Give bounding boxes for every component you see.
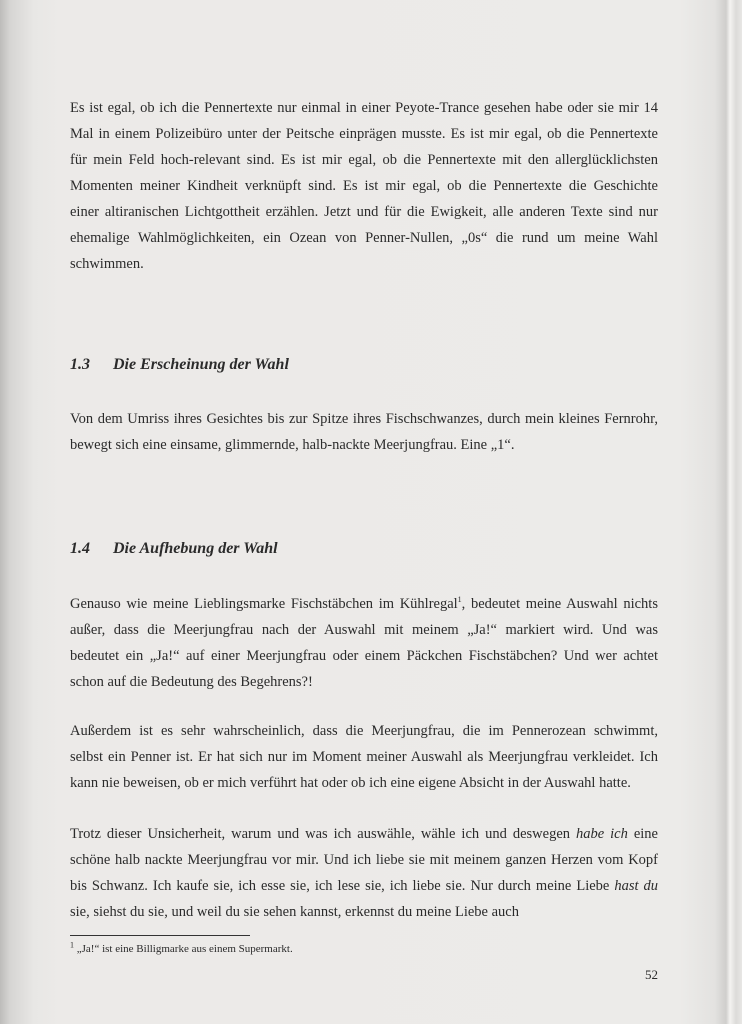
section-heading-1-4	[70, 540, 278, 558]
paragraph-3-line: schon auf die Bedeutung des Begehrens?!	[70, 674, 313, 690]
paragraph-3-line: bedeutet ein „Ja!“ auf einer Meerjungfrau oder einem Päckchen Fischstäbchen? Und wer achtet	[70, 648, 658, 664]
emphasis: habe ich	[576, 826, 628, 842]
paragraph-3	[70, 591, 658, 695]
page-number: 52	[645, 967, 658, 982]
section-number: 1.3	[70, 356, 90, 373]
paragraph-3-line: außer, dass die Meerjungfrau nach der Auswahl mit meinem „Ja!“ markiert wird. Und was	[70, 622, 658, 638]
paragraph-1-line: ehemalige Wahlmöglichkeiten, ein Ozean von Penner-Nullen, „0s“ die rund um meine Wahl	[70, 230, 658, 246]
section-heading-1-3	[70, 356, 289, 374]
paragraph-5-line	[70, 873, 658, 899]
text-run: Trotz dieser Unsicherheit, warum und was ich auswähle, wähle ich und deswegen	[70, 826, 576, 842]
text-run: eine	[627, 826, 658, 842]
footnote-marker: 1	[70, 940, 74, 950]
paragraph-5-line	[70, 821, 658, 847]
paragraph-2-line: Von dem Umriss ihres Gesichtes bis zur Spitze ihres Fischschwanzes, durch mein kleines Fernrohr,	[70, 411, 658, 427]
emphasis: hast du	[614, 878, 659, 894]
paragraph-4	[70, 718, 658, 796]
paragraph-2	[70, 406, 658, 458]
section-title: Die Aufhebung der Wahl	[113, 540, 278, 557]
paragraph-1-line: einer altiranischen Lichtgottheit erzählen. Jetzt und für die Ewigkeit, alle anderen Texte sind nur	[70, 204, 658, 220]
paragraph-3-line	[70, 591, 658, 617]
footnote-reference[interactable]: 1	[457, 595, 462, 605]
paragraph-2-line: bewegt sich eine einsame, glimmernde, halb-nackte Meerjungfrau. Eine „1“.	[70, 437, 515, 453]
text-run: bis Schwanz. Ich kaufe sie, ich esse sie, ich lese sie, ich liebe sie. Nur durch meine Liebe	[70, 878, 615, 894]
paragraph-5	[70, 821, 658, 925]
paragraph-1-line: Momenten meiner Kindheit verknüpft sind. Es ist mir egal, ob die Pennertexte die Geschichte	[70, 178, 658, 194]
paragraph-5-line: sie, siehst du sie, und weil du sie sehen kannst, erkennst du meine Liebe auch	[70, 904, 519, 920]
paragraph-4-line: selbst ein Penner ist. Er hat sich nur im Moment meiner Auswahl als Meerjungfrau verkleidet. Ich	[70, 749, 658, 765]
footnote-text: „Ja!“ ist eine Billigmarke aus einem Supermarkt.	[74, 943, 293, 955]
paragraph-1-line: Es ist egal, ob ich die Pennertexte nur einmal in einer Peyote-Trance gesehen habe oder sie mir 14	[70, 100, 658, 116]
paragraph-4-line: kann nie beweisen, ob er mich verführt hat oder ob ich eine eigene Absicht in der Auswahl hatte.	[70, 775, 631, 791]
section-number: 1.4	[70, 540, 90, 557]
paragraph-1-line: für mein Feld hoch-relevant sind. Es ist mir egal, ob die Pennertexte mit den allerglücklichsten	[70, 152, 658, 168]
paragraph-1-line: schwimmen.	[70, 256, 144, 272]
section-title: Die Erscheinung der Wahl	[113, 356, 289, 373]
paragraph-1	[70, 95, 658, 277]
text-run: Genauso wie meine Lieblingsmarke Fischstäbchen im Kühlregal	[70, 596, 458, 612]
footnote-divider	[70, 935, 250, 936]
paragraph-4-line: Außerdem ist es sehr wahrscheinlich, dass die Meerjungfrau, die im Pennerozean schwimmt,	[70, 723, 658, 739]
paragraph-1-line: Mal in einem Polizeibüro unter der Peitsche einprägen musste. Es ist mir egal, ob die Pennertexte	[70, 126, 658, 142]
footnote	[70, 940, 293, 955]
text-run: , bedeutet meine Auswahl nichts	[461, 596, 658, 612]
paragraph-5-line: schöne halb nackte Meerjungfrau vor mir. Und ich liebe sie mit meinem ganzen Herzen vom Kopf	[70, 852, 658, 868]
